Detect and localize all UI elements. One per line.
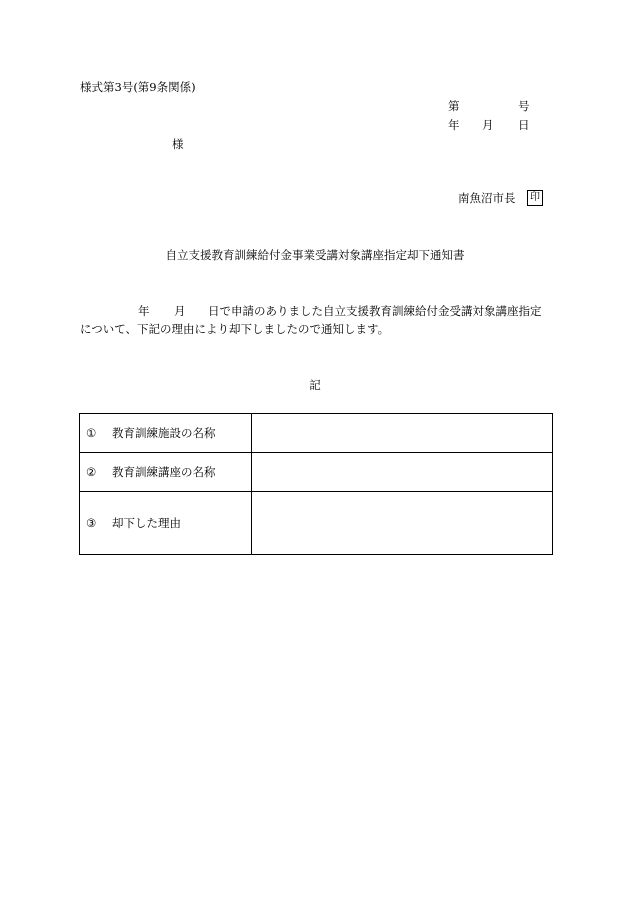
doc-number-go: 号 <box>518 99 530 113</box>
form-number: 様式第3号(第9条関係) <box>80 80 196 94</box>
addressee-suffix: 様 <box>172 137 184 151</box>
date-day: 日 <box>518 118 530 132</box>
row-label: 教育訓練施設の名称 <box>112 426 216 440</box>
details-table <box>79 413 553 555</box>
seal-mark: 印 <box>527 190 543 206</box>
table-label-cell <box>80 492 252 555</box>
ki-heading: 記 <box>309 378 321 392</box>
facility-name-field[interactable] <box>252 414 553 453</box>
date-month: 月 <box>482 118 494 132</box>
rejection-reason-field[interactable] <box>252 492 553 555</box>
document-title: 自立支援教育訓練給付金事業受講対象講座指定却下通知書 <box>165 248 465 262</box>
table-label-cell <box>80 453 252 492</box>
body-line-1: 日で申請のありました自立支援教育訓練給付金受講対象講座指定 <box>208 304 542 318</box>
body-line-2: について、下記の理由により却下しましたので通知します。 <box>80 322 390 336</box>
issuer-name: 南魚沼市長 <box>458 191 516 205</box>
row-label: 却下した理由 <box>112 516 181 530</box>
body-year: 年 <box>138 304 150 318</box>
row-number: ③ <box>86 516 97 530</box>
course-name-field[interactable] <box>252 453 553 492</box>
table-label-cell <box>80 414 252 453</box>
row-label: 教育訓練講座の名称 <box>112 465 216 479</box>
table-row <box>80 453 553 492</box>
date-year: 年 <box>448 118 460 132</box>
body-month: 月 <box>174 304 186 318</box>
table-row <box>80 492 553 555</box>
row-number: ② <box>86 465 97 479</box>
doc-number-dai: 第 <box>448 99 460 113</box>
table-row <box>80 414 553 453</box>
row-number: ① <box>86 426 97 440</box>
